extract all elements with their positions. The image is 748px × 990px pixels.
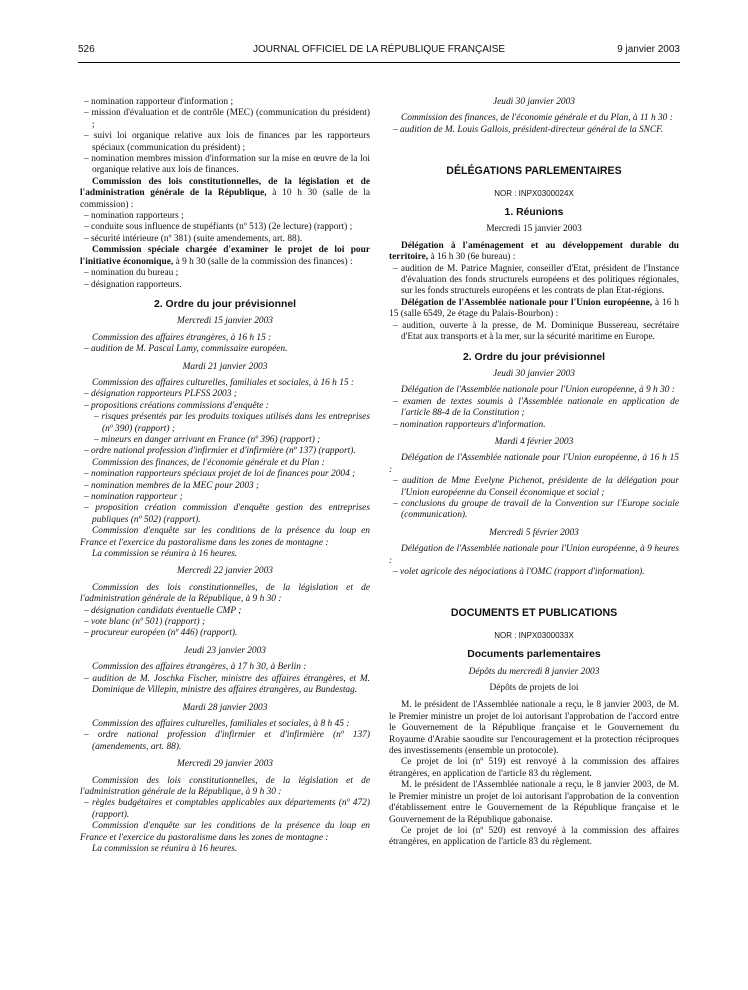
date-heading: Mercredi 22 janvier 2003 (177, 566, 273, 577)
list-item: – audition de Mme Evelyne Pichenot, présidente de la délégation pour l'Union européenne du Conseil économique et social ; (393, 476, 679, 498)
list-item: – audition, ouverte à la presse, de M. Dominique Bussereau, secrétaire d'Etat aux transports et à la mer, sur la sécurité maritime en Europe. (393, 320, 679, 343)
paragraph: M. le président de l'Assemblée nationale a reçu, le 8 janvier 2003, de M. le Premier ministre un projet de loi autorisant l'approbation de l'accord entre le Gouvernement de la République française et le Gouvernement du Royaume d'Arabie saoudite sur l'encouragement et la protection réciproques des investissements (ensemble un protocole). (389, 700, 679, 757)
meeting-heading: Délégation de l'Assemblée nationale pour l'Union européenne, à 16 h 15 : (389, 453, 679, 475)
date-heading: Jeudi 30 janvier 2003 (492, 368, 575, 379)
list-item: – ordre national profession d'infirmier et d'infirmière (nº 137) (rapport). (84, 446, 356, 457)
page-header (78, 44, 680, 60)
right-column (389, 97, 679, 849)
sub-heading: Dépôts de projets de loi (489, 683, 579, 694)
header-rule (78, 62, 680, 63)
delegation-heading: Délégation à l'aménagement et au développement durable du territoire, à 16 h 30 (6e bureau) : (389, 240, 679, 263)
list-item: – sécurité intérieure (nº 381) (suite amendements, art. 88). (84, 233, 303, 244)
list-item: – nomination rapporteurs d'information. (393, 419, 546, 430)
section-title: 2. Ordre du jour prévisionnel (153, 298, 297, 310)
delegation-heading: Délégation de l'Assemblée nationale pour l'Union européenne, à 16 h 15 (salle 6549, 2e étage du Palais-Bourbon) : (389, 297, 679, 320)
date-heading: Jeudi 30 janvier 2003 (492, 97, 575, 107)
list-item: – propositions créations commissions d'enquête : (84, 400, 269, 411)
meeting-heading: Commission des finances, de l'économie générale et du Plan, à 11 h 30 : (401, 113, 673, 124)
list-item: – examen de textes soumis à l'Assemblée nationale en application de l'article 88-4 de la Constitution ; (393, 396, 679, 419)
list-item: – désignation rapporteurs PLFSS 2003 ; (84, 389, 237, 400)
list-item: – proposition création commission d'enquête gestion des entreprises publiques (nº 502) (rapport). (84, 503, 370, 525)
list-item: – conclusions du groupe de travail de la Convention sur l'Europe sociale (communication). (393, 498, 679, 521)
meeting-heading: Commission des affaires étrangères, à 16 h 15 : (92, 332, 272, 343)
commission-speciale-heading: Commission spéciale chargée d'examiner le projet de loi pour l'initiative économique, à 9 h 30 (salle de la commission des finances) : (80, 245, 370, 267)
list-item: – audition de M. Louis Gallois, président-directeur général de la SNCF. (393, 124, 664, 135)
date-heading: Mercredi 29 janvier 2003 (177, 759, 273, 770)
meeting-note: La commission se réunira à 16 heures. (92, 843, 238, 854)
nor-reference: NOR : INPX0300033X (494, 630, 574, 640)
commission-lois-heading: Commission des lois constitutionnelles, de la législation et de l'administration générale de la République, à 10 h 30 (salle de la commission) : (80, 176, 371, 210)
list-item: – règles budgétaires et comptables applicables aux départements (nº 472) (rapport). (84, 798, 370, 820)
page-number: 526 (78, 44, 95, 55)
paragraph: M. le président de l'Assemblée nationale a reçu, le 8 janvier 2003, de M. le Premier ministre un projet de loi autorisant l'approbation de la convention d'établissement entre le Gouvernement de la République française et le Gouvernement de la République gabonaise. (389, 780, 679, 825)
list-item: – procureur européen (nº 446) (rapport). (84, 628, 238, 639)
list-item: – conduite sous influence de stupéfiants (nº 513) (2e lecture) (rapport) ; (84, 222, 353, 233)
list-item: – nomination rapporteurs ; (84, 211, 184, 222)
meeting-heading: Commission des affaires culturelles, familiales et sociales, à 8 h 45 : (92, 718, 350, 729)
list-item: – nomination du bureau ; (84, 268, 179, 279)
paragraph: Ce projet de loi (nº 519) est renvoyé à la commission des affaires étrangères, en application de l'article 83 du règlement. (389, 757, 679, 779)
meeting-heading: Commission des lois constitutionnelles, de la législation et de l'administration générale de la République, à 9 h 30 : (80, 775, 370, 797)
list-item: – désignation rapporteurs. (84, 279, 182, 290)
paragraph: Ce projet de loi (nº 520) est renvoyé à la commission des affaires étrangères, en application de l'article 83 du règlement. (389, 825, 679, 848)
nor-reference: NOR : INPX0300024X (494, 188, 574, 198)
sub-list-item: – risques présentés par les produits toxiques utilisés dans les entreprises (nº 390) (rapport) ; (94, 412, 370, 434)
section-title: 2. Ordre du jour prévisionnel (462, 351, 606, 363)
sub-list-item: – mineurs en danger arrivant en France (nº 396) (rapport) ; (94, 434, 321, 445)
meeting-note: La commission se réunira à 16 heures. (92, 549, 238, 560)
list-item: – suivi loi organique relative aux lois de finances par les rapporteurs spéciaux (communication du président) ; (84, 131, 370, 153)
journal-title: JOURNAL OFFICIEL DE LA RÉPUBLIQUE FRANÇAISE (252, 44, 506, 55)
date-heading: Jeudi 23 janvier 2003 (183, 645, 266, 656)
date-heading: Mercredi 15 janvier 2003 (486, 224, 582, 235)
section-title: 1. Réunions (504, 207, 564, 219)
meeting-heading: Commission des finances, de l'économie générale et du Plan : (92, 457, 325, 468)
list-item: – volet agricole des négociations à l'OMC (rapport d'information). (393, 567, 645, 577)
date-heading: Mardi 28 janvier 2003 (182, 702, 268, 713)
meeting-heading: Commission des affaires culturelles, familiales et sociales, à 16 h 15 : (92, 377, 355, 388)
list-item: – audition de M. Patrice Magnier, conseiller d'Etat, président de l'Instance d'évaluation des fonds structurels européens et des politiques régionales, sur les fonds structurels européens et les contrats de plan Etat-régions. (393, 263, 679, 297)
left-column (80, 97, 370, 855)
meeting-heading: Commission des affaires étrangères, à 17 h 30, à Berlin : (92, 662, 307, 673)
list-item: – nomination membres de la MEC pour 2003 ; (84, 480, 260, 491)
list-item: – audition de M. Pascal Lamy, commissaire européen. (84, 344, 288, 355)
date-heading: Mercredi 15 janvier 2003 (177, 316, 273, 327)
list-item: – mission d'évaluation et de contrôle (MEC) (communication du président) ; (84, 108, 370, 130)
date-heading: Dépôts du mercredi 8 janvier 2003 (468, 666, 600, 677)
section-title: Documents parlementaires (467, 649, 601, 661)
meeting-heading: Délégation de l'Assemblée nationale pour l'Union européenne, à 9 h 30 : (401, 385, 675, 396)
list-item: – audition de M. Joschka Fischer, ministre des affaires étrangères, et M. Dominique de Villepin, ministre des affaires étrangères, au Bundestag. (84, 673, 370, 696)
list-item: – vote blanc (nº 501) (rapport) ; (84, 617, 206, 628)
issue-date: 9 janvier 2003 (617, 44, 680, 55)
meeting-heading: Commission des lois constitutionnelles, de la législation et de l'administration générale de la République, à 9 h 30 : (80, 582, 370, 605)
list-item: – ordre national profession d'infirmier et d'infirmière (nº 137) (amendements, art. 88). (84, 730, 370, 752)
list-item: – désignation candidats éventuelle CMP ; (84, 605, 242, 616)
date-heading: Mardi 4 février 2003 (494, 436, 574, 447)
list-item: – nomination rapporteur ; (84, 492, 183, 502)
documents-title: DOCUMENTS ET PUBLICATIONS (450, 607, 618, 620)
meeting-heading: Commission d'enquête sur les conditions de la présence du loup en France et l'exercice du pastoralisme dans les zones de montagne : (80, 526, 370, 548)
date-heading: Mercredi 5 février 2003 (489, 527, 579, 538)
delegations-title: DÉLÉGATIONS PARLEMENTAIRES (446, 165, 622, 178)
meeting-heading: Délégation de l'Assemblée nationale pour l'Union européenne, à 9 heures : (389, 544, 679, 566)
meeting-heading: Commission d'enquête sur les conditions de la présence du loup en France et l'exercice du pastoralisme dans les zones de montagne : (80, 821, 370, 843)
list-item: – nomination rapporteurs spéciaux projet de loi de finances pour 2004 ; (84, 469, 356, 480)
list-item: – nomination membres mission d'information sur la mise en œuvre de la loi organique relative aux lois de finances. (84, 154, 370, 176)
date-heading: Mardi 21 janvier 2003 (182, 361, 268, 372)
list-item: – nomination rapporteur d'information ; (84, 97, 234, 107)
